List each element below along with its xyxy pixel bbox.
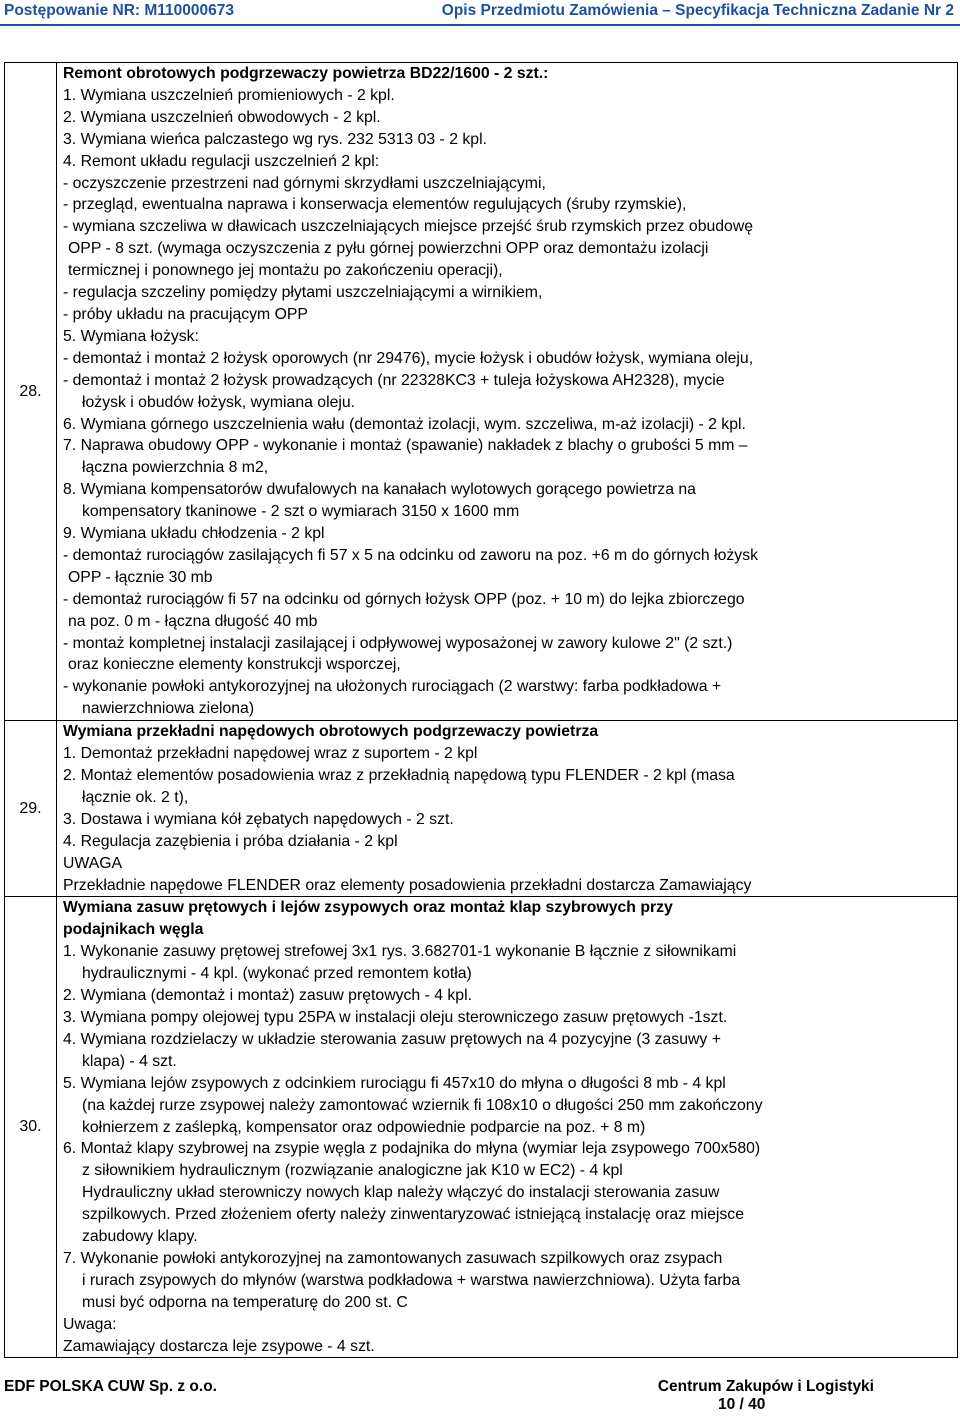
content-line: łożysk i obudów łożysk, wymiana oleju. [82,393,356,411]
department-name: Centrum Zakupów i Logistyki [657,1378,874,1395]
content-line: 7. Naprawa obudowy OPP - wykonanie i montaż (spawanie) nakładek z blachy o grubości 5 mm – [63,437,748,455]
content-line: łącznie ok. 2 t), [82,788,189,806]
content-line: 7. Wykonanie powłoki antykorozyjnej na zamontowanych zasuwach szpilkowych oraz zsypach [63,1249,723,1267]
content-line: 3. Wymiana wieńca palczastego wg rys. 232 5313 03 - 2 kpl. [63,130,487,148]
content-line: - przegląd, ewentualna naprawa i konserwacja elementów regulujących (śruby rzymskie), [63,196,687,214]
content-line: - demontaż rurociągów fi 57 na odcinku od górnych łożysk OPP (poz. + 10 m) do lejka zbiorczego [63,590,745,608]
content-line: OPP - łącznie 30 mb [68,568,213,586]
content-line: 3. Dostawa i wymiana kół zębatych napędowych - 2 szt. [63,810,454,828]
content-line: Przekładnie napędowe FLENDER oraz elementy posadowienia przekładni dostarcza Zamawiający [63,876,752,894]
section-heading: podajnikach węgla [63,921,204,939]
page-header [0,0,960,28]
content-line: na poz. 0 m - łączna długość 40 mb [68,612,318,630]
row-content [57,721,958,897]
content-line: hydraulicznymi - 4 kpl. (wykonać przed remontem kotła) [82,965,472,983]
section-heading: Wymiana przekładni napędowych obrotowych podgrzewaczy powietrza [63,723,599,741]
content-line: - demontaż i montaż 2 łożysk prowadzących (nr 22328KC3 + tuleja łożyskowa AH2328), mycie [63,371,725,389]
row-content [57,63,958,721]
content-line: i rurach zsypowych do młynów (warstwa podkładowa + warstwa nawierzchniowa). Użyta farba [82,1271,741,1289]
section-heading: Remont obrotowych podgrzewaczy powietrza BD22/1600 - 2 szt.: [63,65,549,82]
content-line: Uwaga: [63,1315,117,1333]
content-line: 4. Regulacja zazębienia i próba działania - 2 kpl [63,832,398,850]
content-line: - regulacja szczeliny pomiędzy płytami uszczelniającymi a wirnikiem, [63,284,543,302]
table-row [5,63,958,721]
content-line: - próby układu na pracującym OPP [63,305,308,323]
content-line: 9. Wymiana układu chłodzenia - 2 kpl [63,525,325,543]
content-line: - demontaż i montaż 2 łożysk oporowych (nr 29476), mycie łożysk i obudów łożysk, wymiana oleju, [63,349,754,367]
content-line: oraz konieczne elementy konstrukcji wsporczej, [68,656,401,674]
content-line: 1. Wykonanie zasuwy prętowej strefowej 3x1 rys. 3.682701-1 wykonanie B łącznie z siłownikami [63,943,737,961]
content-line: 1. Demontaż przekładni napędowej wraz z suportem - 2 kpl [63,745,478,763]
content-line: 8. Wymiana kompensatorów dwufalowych na kanałach wylotowych gorącego powietrza na [63,481,696,499]
row-content [57,897,958,1358]
content-line: - oczyszczenie przestrzeni nad górnymi skrzydłami uszczelniającymi, [63,174,546,192]
page-footer [0,1376,960,1416]
content-line: UWAGA [63,854,123,872]
content-line: - wykonanie powłoki antykorozyjnej na ułożonych rurociągach (2 warstwy: farba podkładowa + [63,678,722,696]
row-number: 28. [5,63,57,721]
page-number: 10 / 40 [718,1396,766,1413]
content-line: kołnierzem z zaślepką, kompensator oraz odpowiednie podparcie na poz. + 8 m) [82,1118,646,1136]
content-line: - montaż kompletnej instalacji zasilającej i odpływowej wyposażonej w zawory kulowe 2" (2 szt.) [63,634,733,652]
company-name: EDF POLSKA CUW Sp. z o.o. [4,1378,217,1395]
content-line: zabudowy klapy. [82,1228,198,1246]
table-row [5,897,958,1358]
content-line: 6. Wymiana górnego uszczelnienia wału (demontaż izolacji, wym. szczeliwa, m-aż izolacji) - 2 kpl. [63,415,746,433]
specification-table [4,62,958,1358]
content-line: - wymiana szczeliwa w dławicach uszczelniających miejsce przejść śrub rzymskich przez obudowę [63,218,754,236]
content-line: kompensatory tkaninowe - 2 szt o wymiarach 3150 x 1600 mm [82,503,520,521]
content-line: 3. Wymiana pompy olejowej typu 25PA w instalacji oleju sterowniczego zasuw prętowych -1szt. [63,1008,728,1026]
content-line: z siłownikiem hydraulicznym (rozwiązanie analogiczne jak K10 w EC2) - 4 kpl [82,1162,623,1180]
content-line: OPP - 8 szt. (wymaga oczyszczenia z pyłu górnej powierzchni OPP oraz demontażu izolacji [68,240,709,258]
content-line: klapa) - 4 szt. [82,1052,177,1070]
content-line: - demontaż rurociągów zasilających fi 57 x 5 na odcinku od zaworu na poz. +6 m do górnych łożysk [63,546,758,564]
content-line: 2. Montaż elementów posadowienia wraz z przekładnią napędową typu FLENDER - 2 kpl (masa [63,767,735,784]
procurement-number: Postępowanie NR: M110000673 [4,2,235,19]
content-line: 6. Montaż klapy szybrowej na zsypie węgla z podajnika do młyna (wymiar leja zsypowego 700x580) [63,1140,761,1158]
content-line: 4. Wymiana rozdzielaczy w układzie sterowania zasuw prętowych na 4 pozycyjne (3 zasuwy + [63,1030,721,1048]
header-rule [0,24,960,26]
row-number: 30. [5,897,57,1358]
content-line: 1. Wymiana uszczelnień promieniowych - 2 kpl. [63,86,395,104]
content-line: 4. Remont układu regulacji uszczelnień 2 kpl: [63,152,380,170]
content-line: nawierzchniowa zielona) [82,700,255,718]
content-line: 2. Wymiana uszczelnień obwodowych - 2 kpl. [63,108,381,126]
section-heading: Wymiana zasuw prętowych i lejów zsypowych oraz montaż klap szybrowych przy [63,899,673,917]
content-line: (na każdej rurze zsypowej należy zamontować wziernik fi 108x10 o długości 250 mm zakończony [82,1096,763,1114]
content-line: musi być odporna na temperaturę do 200 st. C [82,1293,408,1311]
content-line: szpilkowych. Przed złożeniem oferty należy zinwentaryzować istniejącą instalację oraz miejsce [82,1206,744,1224]
document-title: Opis Przedmiotu Zamówienia – Specyfikacja Techniczna Zadanie Nr 2 [441,2,954,19]
table-row [5,721,958,897]
content-line: termicznej i ponownego jej montażu po zakończeniu operacji), [68,262,503,280]
content-line: 5. Wymiana lejów zsypowych z odcinkiem rurociągu fi 457x10 do młyna o długości 8 mb - 4 kpl [63,1074,726,1092]
content-line: 5. Wymiana łożysk: [63,327,199,345]
content-line: łączna powierzchnia 8 m2, [82,459,269,477]
content-line: 2. Wymiana (demontaż i montaż) zasuw prętowych - 4 kpl. [63,987,472,1005]
content-line: Hydrauliczny układ sterowniczy nowych klap należy włączyć do instalacji sterowania zasuw [82,1184,720,1202]
row-number: 29. [5,721,57,897]
content-line: Zamawiający dostarcza leje zsypowe - 4 szt. [63,1337,375,1355]
